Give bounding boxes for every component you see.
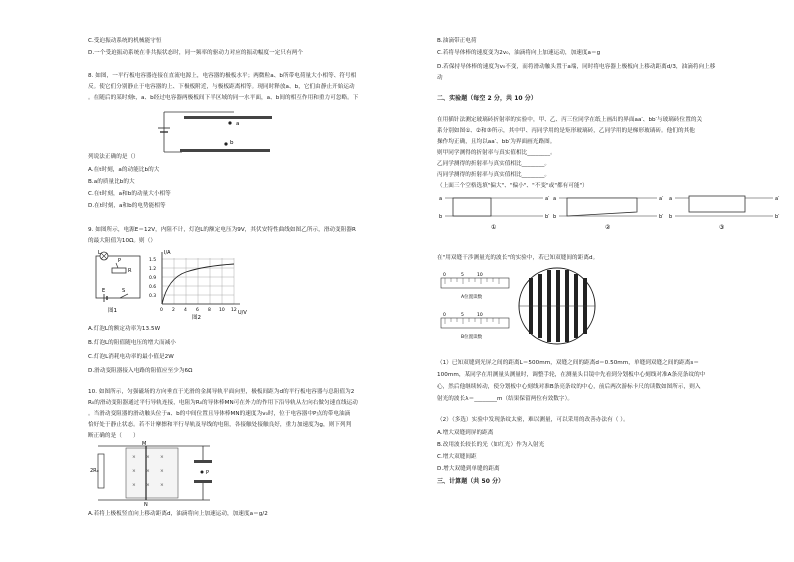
- q12-p2-option-b: B.改用波长较长的光（如红光）作为入射光: [437, 442, 545, 448]
- xtick-6: 6: [196, 308, 199, 313]
- q11-line-6: 丙同学测得的折射率与真实值相比________。: [437, 172, 551, 178]
- svg-text:P: P: [118, 258, 122, 264]
- q10-option-c: C.若将导体棒的速度变为2v₀，油滴将向上加速运动，加速度a＝g: [437, 50, 601, 56]
- fig3-label-a: a: [669, 196, 673, 202]
- q8-option-d: D.在t时刻，a和b的电势能相等: [88, 203, 166, 209]
- svg-text:N: N: [144, 502, 148, 506]
- q12-p2-option-d: D.增大双缝到单缝的距离: [437, 466, 500, 472]
- svg-text:P: P: [206, 470, 210, 476]
- q10-option-d-cont: 动: [437, 75, 443, 81]
- xtick-0: 0: [160, 308, 163, 313]
- q10-circuit-figure: [90, 440, 220, 506]
- xtick-10: 10: [219, 308, 225, 313]
- svg-text:×: ×: [146, 483, 150, 488]
- label-a: a: [236, 121, 240, 127]
- scale-a-tick-0: 0: [443, 273, 446, 278]
- q11-line-4: 则甲同学测得的折射率与真实值相比________。: [437, 150, 556, 156]
- q11-line-5: 乙同学测得的折射率与真实值相比________。: [437, 161, 551, 167]
- fig3-label-b: b: [669, 214, 673, 220]
- fig2-label-b-prime: b′: [659, 214, 664, 220]
- fig3-number: ③: [719, 224, 725, 231]
- q11-line-2: 系分别如图①、②和③所示，其中甲、丙同学用的是矩形玻璃砖，乙同学用的是梯形玻璃砖。他们的其他: [437, 128, 695, 134]
- scale-b-tick-10: 10: [477, 313, 483, 318]
- svg-text:×: ×: [160, 469, 164, 474]
- q12-p2-stem: （2）（多选）实验中发现条纹太密，难以测量，可以采用的改善办法有（ ）。: [437, 417, 629, 423]
- q9-option-c: C.灯泡L消耗电功率的最小值是2W: [88, 354, 174, 360]
- fig3-label-a-prime: a′: [775, 196, 780, 202]
- svg-text:×: ×: [146, 469, 150, 474]
- q8-option-a: A.在t时刻，a的动能比b的大: [88, 167, 160, 173]
- q10-stem-4: 恰好处于静止状态。若不计摩擦和平行导轨及导线的电阻，各接触处接触良好，重力加速度为g，则下列判: [88, 422, 352, 428]
- svg-text:×: ×: [132, 483, 136, 488]
- scale-a-tick-5: 5: [461, 273, 464, 278]
- q12-scale-figure: [437, 264, 637, 350]
- ytick-5: 0.3: [149, 294, 157, 299]
- chart-xlabel: U/V: [238, 310, 247, 316]
- fig2-label-a: a: [553, 196, 557, 202]
- svg-text:×: ×: [146, 455, 150, 460]
- svg-text:×: ×: [160, 483, 164, 488]
- q8-stem-4: 列说法正确的是（）: [88, 154, 139, 160]
- fig1-label-a: a: [439, 196, 443, 202]
- svg-text:R: R: [128, 268, 132, 274]
- q8-option-b: B.a的质量比b的大: [88, 179, 135, 185]
- ytick-4: 0.6: [149, 285, 157, 290]
- q12-intro: 在"用双缝干涉测量光的波长"的实验中，若已知双缝间的距离d。: [437, 255, 599, 261]
- q11-line-7: （上面三个空格选填"偏大"、"偏小"、"不变"或"都有可能"）: [437, 183, 588, 189]
- q10-stem-1: 10. 如图所示，匀强磁场的方向垂直于光滑的金属导轨平面向里，极板间距为d的平行板电容器与总阻值为2: [88, 389, 355, 395]
- chart-ylabel: I/A: [164, 250, 171, 256]
- q9-option-b: B.灯泡L的阻值随电压的增大而减小: [88, 340, 176, 346]
- ytick-2: 1.2: [149, 267, 157, 272]
- q8-stem-2: 反。使它们分别静止于电容器的上、下极板附近，与极板距离相等。现同时释放a、b，它们由静止开始运动: [88, 84, 355, 90]
- label-b: b: [230, 140, 234, 146]
- q9-stem-2: 的最大阻值为10Ω。则（）: [88, 238, 156, 244]
- q12-p2-option-c: C.增大双缝间距: [437, 454, 477, 460]
- q12-p2-option-a: A.增大双缝到屏的距离: [437, 430, 494, 436]
- q11-line-3: 操作均正确，且均以aa′、bb′为界面画光路图。: [437, 139, 556, 145]
- xtick-12: 12: [231, 308, 237, 313]
- scale-b-tick-0: 0: [443, 313, 446, 318]
- xtick-2: 2: [172, 308, 175, 313]
- xtick-4: 4: [184, 308, 187, 313]
- ytick-1: 1.5: [149, 258, 157, 263]
- fig1-number: ①: [491, 224, 497, 231]
- q12-p1-line-2: 100mm，某同学在用测量头测量时，调整手轮，在测量头目镜中先看到分划板中心刻线对准A条亮条纹的中: [437, 372, 706, 378]
- svg-text:×: ×: [160, 455, 164, 460]
- q10-stem-2: R₀的滑动变阻器通过平行导轨连接，电阻为R₀的导体棒MN可在外力的作用下沿导轨从左向右做匀速直线运动: [88, 400, 358, 406]
- fig1-label-b: b: [439, 214, 443, 220]
- svg-text:M: M: [142, 441, 147, 447]
- scale-b-tick-5: 5: [461, 313, 464, 318]
- q9-option-d: D.滑动变阻器接入电路的阻值应至少为6Ω: [88, 368, 193, 374]
- q10-option-d: D.若保持导体棒的速度为v₀不变，而将滑动触头置于a端，同时将电容器上极板向上移动距离d/3，油滴将向上移: [437, 64, 716, 70]
- fig2-label-b: b: [553, 214, 557, 220]
- section-3-title: 三、计算题（共 50 分）: [437, 478, 505, 485]
- q8-stem-1: 8. 如图，一平行板电容器连接在直流电源上，电容器的极板水平；两微粒a、b所带电荷量大小相等、符号相: [88, 73, 357, 79]
- ytick-3: 0.9: [149, 276, 157, 281]
- svg-text:×: ×: [132, 469, 136, 474]
- q9-stem-1: 9. 如图所示，电源E＝12V，内阻不计，灯泡L的额定电压为9V，其伏安特性曲线如图乙所示，滑动变阻器R: [88, 227, 356, 233]
- q9-circuit-figure: [90, 248, 146, 314]
- q12-p1-line-4: 射光的波长λ＝________m（结果保留两位有效数字）。: [437, 396, 574, 402]
- q10-stem-3: 。当滑动变阻器的滑动触头位于a、b的中间位置且导体棒MN的速度为v₀时，位于电容器中P点的带电油滴: [88, 411, 351, 417]
- fig2-label-a-prime: a′: [659, 196, 664, 202]
- q10-stem-5: 断正确的是（ ）: [88, 433, 139, 439]
- scale-a-caption: A位置读数: [461, 295, 483, 300]
- q8-option-c: C.在t时刻，a和b的动量大小相等: [88, 191, 171, 197]
- q-prev-option-c: C.受迫振动系统的机械能守恒: [88, 38, 162, 44]
- q9-iv-chart: [146, 248, 256, 320]
- q10-option-a: A.若将上极板竖直向上移动距离d，油滴将向上加速运动，加速度a＝g/2: [88, 511, 268, 517]
- xtick-8: 8: [208, 308, 211, 313]
- scale-b-caption: B位置读数: [461, 335, 483, 340]
- svg-text:S: S: [122, 288, 126, 294]
- fig2-number: ②: [605, 224, 611, 231]
- q11-glass-figures: [437, 192, 787, 232]
- q12-p1-line-3: 心，然后他继续转动，使分划板中心刻线对准B条亮条纹的中心，前后两次游标卡尺的读数如图所示，则入: [437, 384, 701, 390]
- svg-text:E: E: [102, 288, 106, 294]
- q-prev-option-d: D.一个受迫振动系统在非共振状态时，同一频率的驱动力对应的振动幅度一定只有两个: [88, 50, 304, 56]
- scale-a-tick-10: 10: [477, 273, 483, 278]
- q9-option-a: A.灯泡L的额定功率为13.5W: [88, 326, 161, 332]
- q11-line-1: 在用插针法测定玻璃砖折射率的实验中，甲、乙、丙三位同学在纸上画出的界面aa′、bb′与玻璃砖位置的关: [437, 117, 703, 123]
- fig2-caption: 图2: [192, 315, 201, 320]
- fig1-label-a-prime: a′: [545, 196, 550, 202]
- fig1-caption: 图1: [108, 308, 117, 314]
- q12-p1-line-1: （1）已知双缝到光屏之间的距离L＝500mm，双缝之间的距离d＝0.50mm，单缝到双缝之间的距离s＝: [437, 360, 699, 366]
- q8-stem-3: 。在随后的某时刻t，a、b经过电容器两极板间下半区域的同一水平面，a、b间的相互作用和重力可忽略。下: [88, 95, 359, 101]
- svg-text:L: L: [98, 250, 101, 256]
- svg-text:×: ×: [132, 455, 136, 460]
- section-2-title: 二、实验题（每空 2 分，共 10 分）: [437, 95, 537, 102]
- fig1-label-b-prime: b′: [545, 214, 550, 220]
- fig3-label-b-prime: b′: [775, 214, 780, 220]
- svg-text:2R₀: 2R₀: [90, 468, 99, 474]
- q8-capacitor-figure: [152, 104, 272, 160]
- q10-option-b: B.油滴带正电荷: [437, 38, 477, 44]
